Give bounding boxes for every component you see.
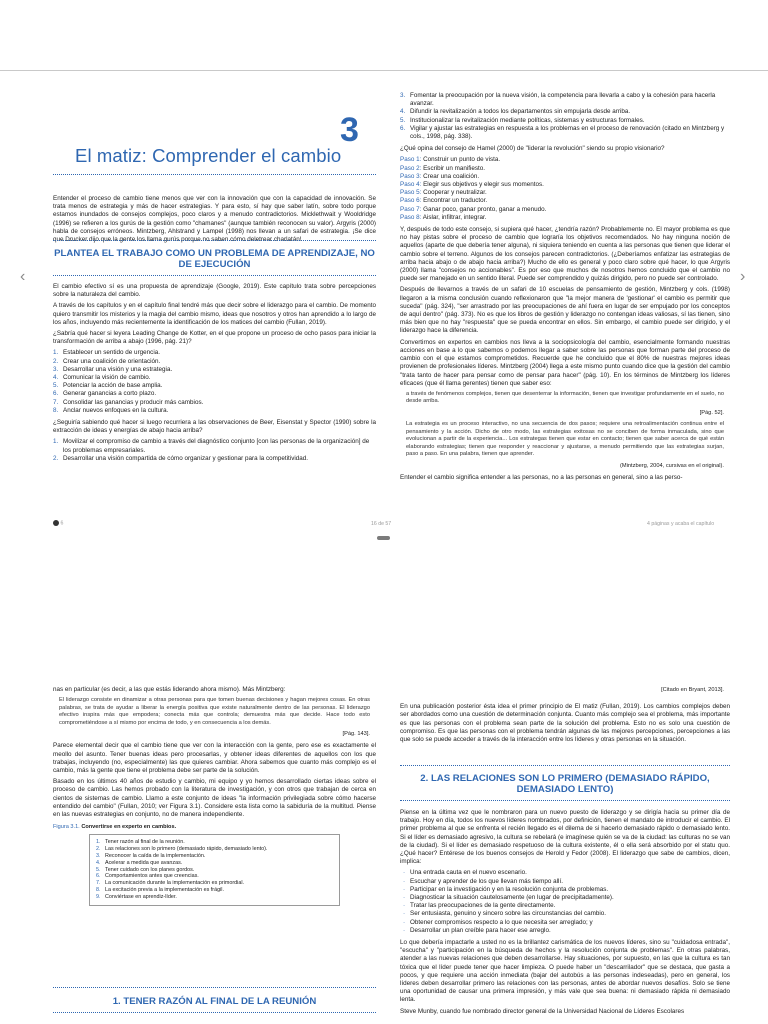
list-item: · Desarrollar un plan creíble para hacer ese arreglo. xyxy=(400,927,730,935)
list-item: 1. Establecer un sentido de urgencia. xyxy=(53,349,160,357)
block-quote: a través de fenómenos complejos, tienen que desenterrar la información, tienen que investigar profundamente en el suelo, no desde arriba. xyxy=(406,390,724,405)
intro-paragraph: Entender el proceso de cambio tiene menos que ver con la innovación que con la capacidad de innovación. Se trata menos de estrategia y más de hacer estrategias. Y para esto, sí hay que saber latín, sobre todo porque estamos inundados de consejos complejos, poco claros y a menudo contradictorios. Micklethwait y Wooldridge (1996) se refieren a los gurús de la gestión como "chamanes" (aunque también reconocen su valor). Argyris (2000) habla de consejos erróneos. Mintzberg, Ahlstrand y Lampel (1998) nos llevan a un safari de estrategia. ¡Se dice que Drucker dijo que la gente los llama gurús porque no saben cómo deletrear charlatán! xyxy=(53,195,376,244)
paragraph: Entender el cambio significa entender a las personas, no a las personas en general, sino a las perso- xyxy=(400,473,683,481)
viewer-top-border xyxy=(0,70,768,71)
list-item: 5. Institucionalizar la revitalización mediante políticas, sistemas y estructuras formales. xyxy=(400,116,645,124)
expert-change-list xyxy=(96,839,333,900)
list-item: · Tratar las preocupaciones de la gente directamente. xyxy=(400,902,730,910)
list-item: · Obtener compromisos respecto a lo que necesita ser arreglado; y xyxy=(400,919,730,927)
heading-l-top-rule xyxy=(53,987,376,988)
list-item: 5. Tener cuidado con los planes gordos. xyxy=(96,866,195,873)
chapter-number: 3 xyxy=(340,111,359,149)
list-item: 3. Fomentar la preocupación por la nueva visión, la competencia para llevarla a cabo y la cohesión para hacerla avanzar. xyxy=(400,92,716,108)
paragraph: En una publicación posterior ésta idea el primer principio de El matiz (Fullan, 2019). Los cambios complejos deben ser abordados como una cuestión de determinación conjunta. Cuanto más complejo sea el problema, más importante es que las personas con el problema sean parte de la solución del problema. Esto no es solo una cuestión de compromiso. Es que las personas con el problema tendrán algunas de las mejores percepciones, percepciones a las que solo se puede acceder a través de la interacción entre los líderes y otras personas en la situación. xyxy=(400,703,730,744)
list-item: 8. La excitación previa a la implementación es frágil. xyxy=(96,887,224,894)
chapter-title: El matiz: Comprender el cambio xyxy=(75,145,342,166)
list-item: 5. Potenciar la acción de base amplia. xyxy=(53,382,163,390)
beer-steps-list-continued xyxy=(400,92,730,141)
paragraph: Steve Munby, cuando fue nombrado director general de la Universidad Nacional de Líderes Escolares xyxy=(400,1007,685,1015)
previous-page-arrow-icon[interactable]: ‹ xyxy=(20,268,26,285)
list-item: Paso 7: Ganar poco, ganar pronto, ganar a menudo. xyxy=(400,205,547,213)
paragraph: Piense en la última vez que le nombraron para un nuevo puesto de liderazgo y se dirigía hacia su primer día de trabajo. Hoy en día, todos los nuevos líderes nombrados, por definición, tienen el mandato de introducir el cambio. El primer problema al que se enfrenta el recién llegado es el dilema de si hacerlo demasiado rápido o demasiado lento. Si el líder es demasiado agresivo, la cultura se rebelará (e imagínese quién se va de la ciudad: las culturas no se van de la ciudad). Si el líder es demasiado respetuoso de la cultura existente, él o ella será absorbido por el statu quo. ¿Qué hacer? Entérese de los buenos consejos de Herold y Fedor (2008). El liderazgo que sabe de cambios, dicen, implica: xyxy=(400,809,730,866)
paragraph: ¿Qué opina del consejo de Hamel (2000) de "liderar la revolución" siendo su propio visionario? xyxy=(400,145,665,153)
hamel-steps-list xyxy=(400,156,730,222)
left-column-page2 xyxy=(53,686,376,912)
list-item: 8. Anclar nuevos enfoques en la cultura. xyxy=(53,406,169,414)
block-quote: El liderazgo consiste en dinamizar a otras personas para que tomen buenas decisiones y hagan mejores cosas. En otras palabras, se trata de ayudar a liberar la energía positiva que existe naturalmente dentro de las personas. El liderazgo efectivo inspira más que empodera; conecta más que controla; demuestra más que decide. Hace todo esto comprometiéndose a sí mismo por encima de todo, y en consecuencia a los demás. xyxy=(59,697,370,726)
heading-r-bottom-rule xyxy=(400,800,730,801)
paragraph: Lo que debería impactarle a usted no es la brillantez carismática de los nuevos líderes, sino su "cuidadosa entrada", "escucha" y "participación en la búsqueda de hechos y la resolución conjunta de problemas". En otras palabras, atender a las nuevas relaciones que deben desarrollarse. Hay situaciones, por supuesto, en las que la cultura es tan tóxica que el líder puede tener que hacer limpieza. O puede haber un "descarrilador" que se destaca, que gasta a pocos, y que requiere una acción inmediata (bajar del autobús a las personas indeseadas), pero en general, los líderes deben desarrollar primero las relaciones con las personas, antes de abordar nuevos desafíos. Solo se tiene una oportunidad de causar una primera impresión, y más vale que sea buena: ni demasiado rápida ni demasiado lenta. xyxy=(400,939,730,1004)
list-item: Paso 4: Elegir sus objetivos y elegir sus momentos. xyxy=(400,181,544,189)
paragraph: ¿Sabría qué hacer si leyera Leading Change de Kotter, en el que propone un proceso de ocho pasos para iniciar la transformación de arriba a abajo (1996, pág. 21)? xyxy=(53,330,376,346)
list-item: 1. Movilizar el compromiso de cambio a través del diagnóstico conjunto [con las personas de la organización] de los problemas empresariales. xyxy=(53,438,370,454)
list-item: · Participar en la investigación y en la resolución conjunta de problemas. xyxy=(400,886,730,894)
list-item: 1. Tener razón al final de la reunión. xyxy=(96,839,185,846)
right-column-page1 xyxy=(400,92,730,485)
list-item: 4. Comunicar la visión de cambio. xyxy=(53,374,151,382)
heading1-top-rule xyxy=(53,240,376,241)
next-page-arrow-icon[interactable]: › xyxy=(740,268,746,285)
paragraph: Parece elemental decir que el cambio tiene que ver con la interacción con la gente, pero ese es exactamente el meollo del asunto. Tener buenas ideas pero procesarlas, y obtener ideas diferentes de aquellos con los que trabajas, incluyendo (no, especialmente) las que quieres cambiar. Ahora sabemos que cuanto más complejo es el cambio, más la gente que tiene el problema debe ser parte de la solución. xyxy=(53,742,376,775)
left-column-body xyxy=(53,283,376,467)
list-item: 7. La comunicación durante la implementación es primordial. xyxy=(96,880,245,887)
list-item: 7. Consolidar las ganancias y producir más cambios. xyxy=(53,398,204,406)
pages-left-in-chapter: 4 páginas y acaba el capítulo xyxy=(647,521,715,527)
paragraph: Convertirnos en expertos en cambios nos lleva a la sociopsicología del cambio, esencialmente formando nuestras acciones en base a lo que sabemos o podemos llegar a saber sobre las personas que forman parte del proceso de cambio con el que estamos comprometidos. Recuerde que he concluido que el 80% de nuestras mejores ideas provienen de profesionales líderes. Mintzberg (2004) llega a este mismo punto cuando dice que la gestión del cambio "trata tanto de hacer para pensar como de pensar para hacer" (pág. 10). En los términos de Mintzberg los líderes eficaces (que él llama gerentes) tienen que saber eso: xyxy=(400,338,730,387)
page-indicator-icon xyxy=(53,520,59,526)
list-item: Paso 6: Encontrar un traductor. xyxy=(400,197,488,205)
heading1-bottom-rule xyxy=(53,275,376,276)
list-item: Paso 1: Construir un punto de vista. xyxy=(400,156,501,164)
page-footer-left: 6 xyxy=(53,520,63,526)
list-item: 9. Conviértase en aprendiz-líder. xyxy=(96,893,177,900)
list-item: 6. Comportamientos antes que creencias. xyxy=(96,873,199,880)
figure-caption: Figura 3.1. Convertirse en experto en cambios. xyxy=(53,824,177,831)
section-heading-be-right: 1. TENER RAZÓN AL FINAL DE LA REUNIÓN xyxy=(112,996,317,1007)
list-item: 3. Reconocer la caída de la implementación. xyxy=(96,853,206,860)
heading-l-bottom-rule xyxy=(53,1012,376,1013)
leadership-bullets xyxy=(400,869,730,935)
list-item: 6. Vigilar y ajustar las estrategias en respuesta a los problemas en el proceso de renovación (citado en Mintzberg y cols., 1998, pág. 338). xyxy=(400,124,725,141)
section-heading-learning: PLANTEA EL TRABAJO COMO UN PROBLEMA DE APRENDIZAJE, NO DE EJECUCIÓN xyxy=(54,248,375,270)
list-item: 6. Generar ganancias a corto plazo. xyxy=(53,390,157,398)
paragraph: nas en particular (es decir, a las que estás liderando ahora mismo). Más Mintzberg: xyxy=(53,686,286,693)
paragraph: A través de los capítulos y en el capítulo final tendré más que decir sobre el liderazgo para el cambio. De momento quiero transmitir los misterios y la magia del cambio mismo, ideas que nosotros y otros han aprendido a lo largo de los años, incluyendo más recientemente la identificación de los matices del cambio (Fullan, 2019). xyxy=(53,302,376,326)
paragraph: El cambio efectivo sí es una propuesta de aprendizaje (Google, 2019). Este capítulo trata sobre percepciones sobre la naturaleza del cambio. xyxy=(53,283,376,299)
heading-r-top-rule xyxy=(400,765,730,766)
beer-steps-list xyxy=(53,438,376,463)
list-item: 4. Acelerar a medida que avanzas. xyxy=(96,859,183,866)
list-item: Paso 2: Escribir un manifiesto. xyxy=(400,164,486,172)
page-scroll-handle[interactable] xyxy=(377,536,390,540)
page-counter: 16 de 57 xyxy=(371,521,392,527)
list-item: · Diagnosticar la situación cautelosamente (en lugar de precipitadamente). xyxy=(400,894,730,902)
citation: [Citado en Bryant, 2013]. xyxy=(661,687,724,693)
section-heading-relationships: 2. LAS RELACIONES SON LO PRIMERO (DEMASIADO RÁPIDO, DEMASIADO LENTO) xyxy=(420,773,710,795)
list-item: 2. Las relaciones son lo primero (demasiado rápido, demasiado lento). xyxy=(96,846,268,853)
right-column-page2-body xyxy=(400,809,730,1019)
block-quote: La estrategia es un proceso interactivo, no una secuencia de dos pasos; requiere una retroalimentación continua entre el pensamiento y la acción. Dicho de otro modo, las estrategias exitosas no se conciben de forma inmaculada, sino que evolucionan a partir de la experiencia... Los estrategas tienen que estar en contacto; tienen que saber acerca de qué están elaborando estrategias; tienen que responder y reaccionar y ajustarse, a menudo permitiendo que las estrategias surjan, paso a paso. En una palabra, tienen que aprender. xyxy=(406,421,724,458)
paragraph: Basado en los últimos 40 años de estudio y cambio, mi equipo y yo hemos desarrollado ciertas ideas sobre el proceso de cambio. Las hemos probado con la literatura de investigación, y con otros que trabajan de cerca en cientos de sistemas de cambio. Llamo a este conjunto de ideas "la información privilegiada sobre cómo hacerse entendido del cambio" (Fullan, 2010; ver Figura 3.1). Considere esta lista como la sabiduría de la multitud. Piense en las nuevas estrategias en conjunto, no de manera independiente. xyxy=(53,778,376,819)
quote-reference: [Pág. 52]. xyxy=(699,409,724,416)
kotter-steps-list xyxy=(53,349,376,415)
quote-reference: [Pág. 143]. xyxy=(342,731,370,738)
list-item: · Una entrada cauta en el nuevo escenario. xyxy=(400,869,730,877)
figure-box xyxy=(89,834,340,905)
list-item: 2. Crear una coalición de orientación. xyxy=(53,357,161,365)
list-item: · Ser entusiasta, genuino y sincero sobre las circunstancias del cambio. xyxy=(400,910,730,918)
paragraph: Después de llevarnos a través de un safari de 10 escuelas de pensamiento de gestión, Mintzberg y cols. (1998) llegaron a la misma conclusión cuando reflexionaron que "la mejor manera de 'gestionar' el cambio es permitir que suceda" (pág. 324), "ser arrastrado por las preocupaciones de ahí fuera en lugar de ser empujado por los conceptos de aquí dentro" (pág. 373). No es que los libros de gestión y liderazgo no contengan ideas valiosas, sí las tienen, sino más bien que no hay "respuesta" que se pueda encontrar en ellos. Sin embargo, el cambio puede ser dirigido, y el liderazgo hace la diferencia. xyxy=(400,286,730,335)
list-item: 4. Difundir la revitalización a todos los departamentos sin empujarla desde arriba. xyxy=(400,108,631,116)
list-item: · Escuchar y aprender de los que llevan más tiempo allí. xyxy=(400,878,730,886)
paragraph: Y, después de todo este consejo, si supiera qué hacer, ¿tendría razón? Probablemente no. El mayor problema es que no hay pistas sobre el proceso de cambio que lograría los objetivos recomendados. No hay ninguna noción de aquellos (aparte de que debería tener alguna), ni siquiera teniendo en cuenta a las personas que tienen que liderar el cambio sobre el terreno. Algunos de los consejos parecen contradictorios. (¿Deberíamos enfatizar las estrategias de arriba hacia abajo o de abajo hacia arriba?) Mucho de ello es general y poco claro sobre qué hacer, lo que Argyris (2000) llama "consejos no accionables". Es por eso que muchos de nosotros hemos concluido que el cambio no puede ser manejado en un sentido literal. Puede ser comprendido y quizás dirigido, pero no puede ser controlado. xyxy=(400,226,730,283)
right-column-page2 xyxy=(400,686,730,747)
list-item: 2. Desarrollar una visión compartida de cómo organizar y gestionar para la competitividad. xyxy=(53,454,309,462)
list-item: Paso 8: Aislar, infiltrar, integrar. xyxy=(400,213,487,221)
title-divider xyxy=(53,174,376,175)
list-item: Paso 5: Cooperar y neutralizar. xyxy=(400,189,487,197)
quote-reference: (Mintzberg, 2004, cursivas en el original). xyxy=(619,462,724,469)
paragraph: ¿Seguiría sabiendo qué hacer si luego recurriera a las observaciones de Beer, Eisenstat y Spector (1990) sobre la extracción de ideas y energías de abajo hacia arriba? xyxy=(53,419,376,435)
list-item: 3. Desarrollar una visión y una estrategia. xyxy=(53,365,173,373)
list-item: Paso 3: Crear una coalición. xyxy=(400,172,480,180)
